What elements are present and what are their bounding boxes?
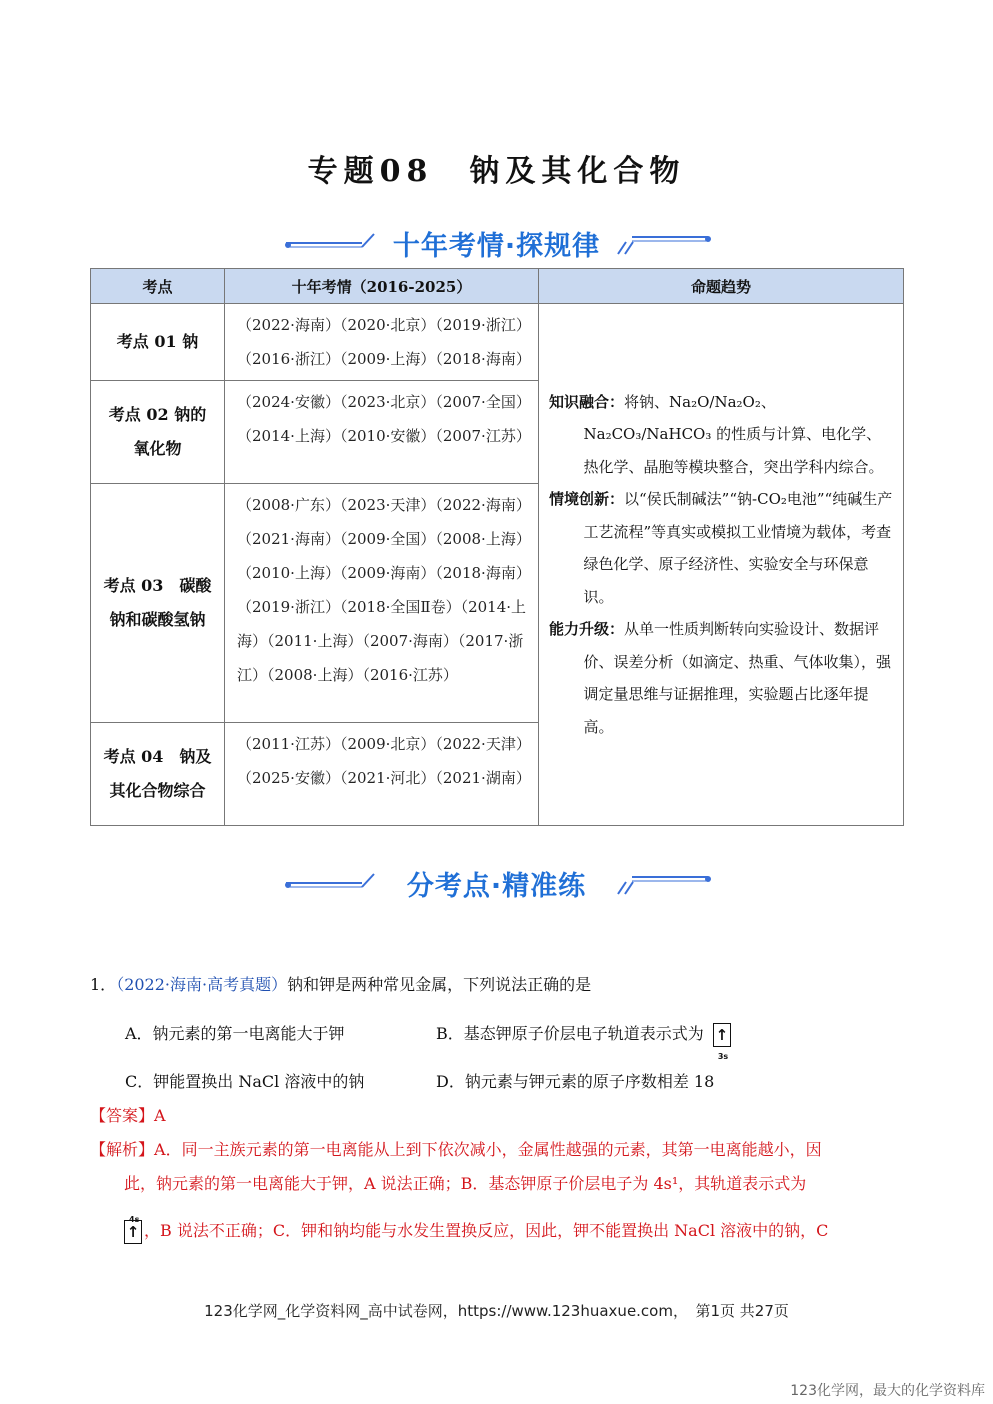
trend-item: 能力升级：从单一性质判断转向实验设计、数据评价、误差分析（如滴定、热重、气体收集），强调定量思维与证据推理，实验题占比逐年提高。 <box>549 620 892 736</box>
analysis-line-3: ↑ 4s ，B 说法不正确；C．钾和钠均能与水发生置换反应，因此，钾不能置换出 NaCl 溶液中的钠，C <box>124 1218 828 1244</box>
question-source: （2022·海南·高考真题） <box>116 975 288 994</box>
banner-right-decoration <box>612 860 722 904</box>
table-header-row <box>91 269 904 304</box>
question-number: 1． <box>90 975 117 994</box>
option-a[interactable]: A．钠元素的第一电离能大于钾 <box>125 1024 345 1043</box>
option-d[interactable]: D．钠元素与钾元素的原子序数相差 18 <box>436 1072 715 1091</box>
banner-title: 十年考情·探规律 <box>392 231 601 262</box>
header-trend: 命题趋势 <box>539 269 904 304</box>
answer-tag: 【答案】 <box>90 1106 155 1125</box>
option-c[interactable]: C．钾能置换出 NaCl 溶液中的钠 <box>125 1072 365 1091</box>
point-cell: 考点 04 钠及其化合物综合 <box>91 723 225 826</box>
page-title: 专题08 钠及其化合物 <box>307 154 686 189</box>
exam-trend-table <box>90 268 904 826</box>
answer-value: A <box>154 1106 166 1125</box>
section-banner-practice <box>0 860 993 904</box>
option-b[interactable] <box>436 1021 731 1061</box>
analysis-line-1: 【解析】A．同一主族元素的第一电离能从上到下依次减小，金属性越强的元素，其第一电离能越小，因 <box>90 1140 822 1159</box>
analysis-line-2: 此，钠元素的第一电离能大于钾，A 说法正确；B．基态钾原子价层电子为 4s¹，其轨道表示式为 <box>124 1174 807 1193</box>
watermark: 123化学网，最大的化学资料库 <box>790 1383 985 1399</box>
trend-item: 情境创新：以“侯氏制碱法”“钠-CO₂电池”“纯碱生产工艺流程”等真实或模拟工业情境为载体，考查绿色化学、原子经济性、实验安全与环保意识。 <box>549 490 893 606</box>
section-banner-trends <box>0 220 993 264</box>
option-b-text: B．基态钾原子价层电子轨道表示式为 <box>436 1024 704 1043</box>
banner-title: 分考点·精准练 <box>406 871 587 902</box>
point-cell: 考点 03 碳酸钠和碳酸氢钠 <box>91 484 225 723</box>
page-footer: 123化学网_化学资料网_高中试卷网，https://www.123huaxue.com， 第1页 共27页 <box>204 1302 789 1320</box>
analysis-tag: 【解析】 <box>90 1140 155 1159</box>
header-point: 考点 <box>91 269 225 304</box>
years-cell: （2024·安徽）（2023·北京）（2007·全国）（2014·上海）（2010·安徽）（2007·江苏） <box>225 381 539 484</box>
point-cell: 考点 01 钠 <box>91 304 225 381</box>
point-cell: 考点 02 钠的氧化物 <box>91 381 225 484</box>
banner-right-decoration <box>612 220 722 264</box>
answer-line <box>90 1103 166 1126</box>
years-cell: （2011·江苏）（2009·北京）（2022·天津）（2025·安徽）（2021·河北）（2021·湖南） <box>225 723 539 826</box>
years-cell: （2008·广东）（2023·天津）（2022·海南）（2021·海南）（2009·全国）（2008·上海）（2010·上海）（2009·海南）（2018·海南）（2019·浙江）（2018·全国Ⅱ卷）（2014·上海）（2011·上海）（2007·海南）（2017·浙江）（2008·上海）（2016·江苏） <box>225 484 539 723</box>
orbital-box-icon: ↑ 4s <box>124 1220 142 1244</box>
table-row <box>91 304 904 381</box>
orbital-box-icon: ↑ 3s <box>713 1023 731 1047</box>
question-text: 钠和钾是两种常见金属，下列说法正确的是 <box>287 975 592 994</box>
header-years: 十年考情（2016-2025） <box>225 269 539 304</box>
question-stem <box>90 972 591 995</box>
years-cell: （2022·海南）（2020·北京）（2019·浙江）（2016·浙江）（2009·上海）（2018·海南） <box>225 304 539 381</box>
trend-cell <box>539 304 904 826</box>
trend-item: 知识融合：将钠、Na₂O/Na₂O₂、Na₂CO₃/NaHCO₃ 的性质与计算、电化学、热化学、晶胞等模块整合，突出学科内综合。 <box>549 392 884 476</box>
